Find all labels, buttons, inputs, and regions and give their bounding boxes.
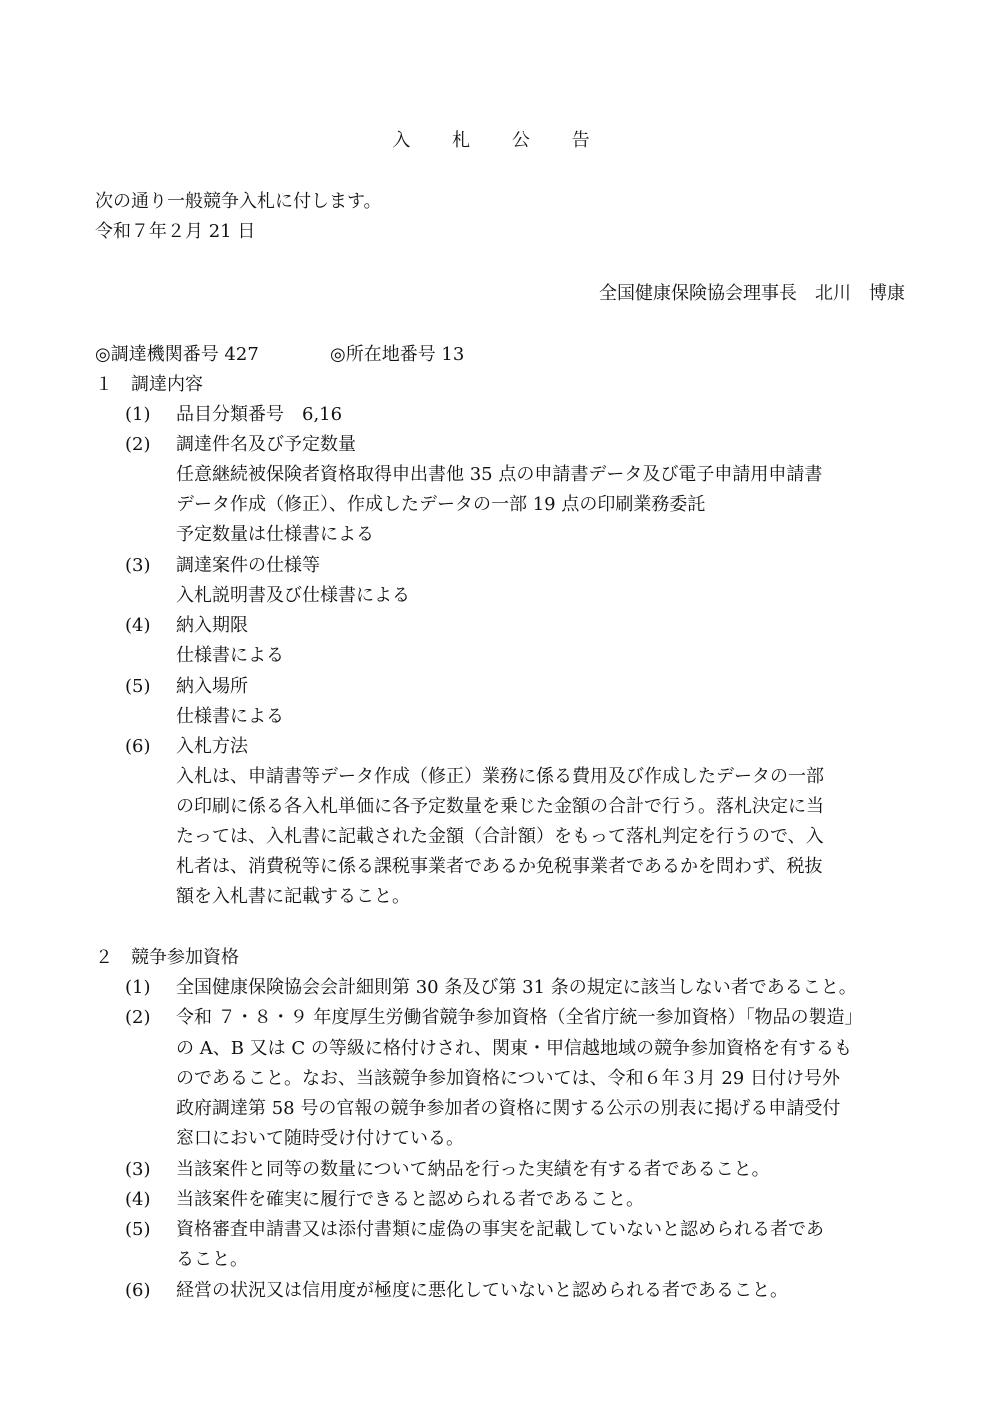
- item-text-line: 経営の状況又は信用度が極度に悪化していないと認められる者であること。: [176, 1280, 788, 1301]
- item-number: (6): [125, 1280, 151, 1301]
- item-text-line: 予定数量は仕様書による: [176, 524, 374, 545]
- item-text-line: データ作成（修正）、作成したデータの一部 19 点の印刷業務委託: [176, 494, 706, 515]
- item-label: 品目分類番号 6,16: [176, 404, 343, 425]
- item-text-line: 額を入札書に記載すること。: [176, 886, 410, 907]
- item-number: (2): [125, 434, 151, 455]
- item-label: 納入場所: [176, 676, 248, 697]
- item-text-line: 札者は、消費税等に係る課税事業者であるか免税事業者であるかを問わず、税抜: [176, 856, 823, 877]
- issuer-name: 全国健康保険協会理事長 北川 博康: [599, 283, 905, 304]
- item-text-line: のであること。なお、当該競争参加資格については、令和６年３月 29 日付け号外: [176, 1068, 840, 1089]
- item-text-line: 窓口において随時受け付けている。: [176, 1128, 464, 1149]
- item-number: (3): [125, 1159, 151, 1180]
- item-label: 納入期限: [176, 615, 248, 636]
- page-title: 入 札 公 告: [392, 130, 608, 151]
- item-number: (4): [125, 615, 151, 636]
- item-text-line: たっては、入札書に記載された金額（合計額）をもって落札判定を行うので、入: [176, 826, 824, 847]
- item-text-line: 令和 ７・８・９ 年度厚生労働省競争参加資格（全省庁統一参加資格）「物品の製造」: [176, 1007, 863, 1028]
- item-label: 調達案件の仕様等: [176, 555, 320, 576]
- notice-date: 令和７年２月 21 日: [95, 221, 256, 242]
- item-number: (4): [125, 1189, 151, 1210]
- item-number: (5): [125, 1219, 151, 1240]
- item-text-line: 入札説明書及び仕様書による: [176, 585, 410, 606]
- item-text-line: 当該案件を確実に履行できると認められる者であること。: [176, 1189, 644, 1210]
- item-text-line: 任意継続被保険者資格取得申出書他 35 点の申請書データ及び電子申請用申請書: [176, 464, 823, 485]
- item-text-line: 入札は、申請書等データ作成（修正）業務に係る費用及び作成したデータの一部: [176, 766, 824, 787]
- item-label: 入札方法: [176, 736, 248, 757]
- item-number: (3): [125, 555, 151, 576]
- item-text-line: 当該案件と同等の数量について納品を行った実績を有する者であること。: [176, 1159, 770, 1180]
- item-text-line: ること。: [176, 1249, 248, 1270]
- item-text-line: 全国健康保険協会会計細則第 30 条及び第 31 条の規定に該当しない者であること。: [176, 977, 857, 998]
- section2-heading: ２ 競争参加資格: [95, 947, 239, 968]
- item-text-line: 仕様書による: [176, 706, 284, 727]
- item-number: (2): [125, 1007, 151, 1028]
- item-number: (5): [125, 676, 151, 697]
- item-text-line: の A、B 又は C の等級に格付けされ、関東・甲信越地域の競争参加資格を有するも: [176, 1038, 852, 1059]
- intro-text: 次の通り一般競争入札に付します。: [95, 191, 382, 212]
- item-text-line: の印刷に係る各入札単価に各予定数量を乗じた金額の合計で行う。落札決定に当: [176, 796, 824, 817]
- item-number: (1): [125, 977, 151, 998]
- item-text-line: 政府調達第 58 号の官報の競争参加者の資格に関する公示の別表に掲げる申請受付: [176, 1098, 841, 1119]
- item-text-line: 仕様書による: [176, 645, 284, 666]
- item-text-line: 資格審査申請書又は添付書類に虚偽の事実を記載していないと認められる者であ: [176, 1219, 824, 1240]
- item-label: 調達件名及び予定数量: [176, 434, 356, 455]
- section1-heading: １ 調達内容: [95, 374, 203, 395]
- location-number: ◎所在地番号 13: [330, 344, 465, 365]
- item-number: (6): [125, 736, 151, 757]
- agency-number: ◎調達機関番号 427: [95, 344, 259, 365]
- item-number: (1): [125, 404, 151, 425]
